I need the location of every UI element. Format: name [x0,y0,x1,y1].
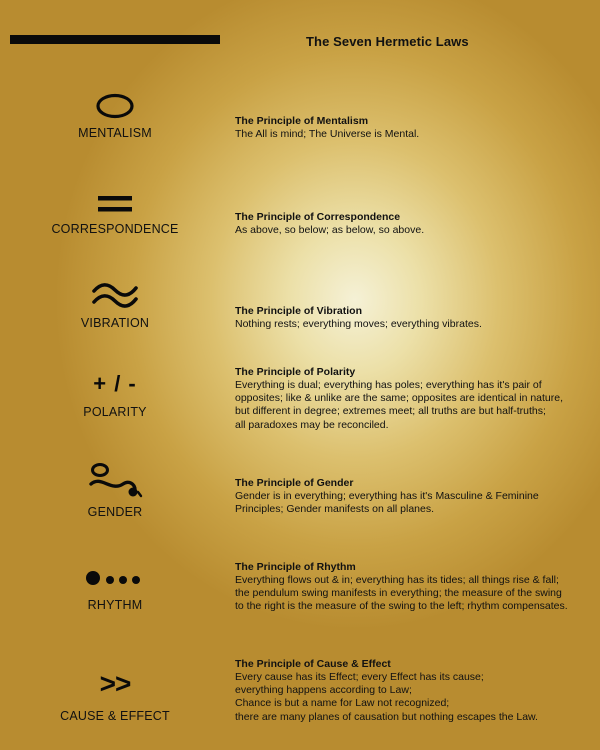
law-name: MENTALISM [78,126,152,140]
oval-icon [95,93,135,119]
law-name: CORRESPONDENCE [51,222,179,236]
gender-swirl-icon [87,462,143,498]
law-name: RHYTHM [87,598,143,612]
principle-description: Every cause has its Effect; every Effect has its cause; everything happens according to Law; Chance is but a name for Law not recognized; there are many planes of causation but nothing escapes the Law. [235,671,538,723]
principle-description: Everything flows out & in; everything has its tides; all things rise & fall; the pendulum swing manifests in everything; the measure of the swing to the right is the measure of the swing to the left; rhythm compensates. [235,574,568,613]
law-name: VIBRATION [80,316,150,330]
principle-description: Everything is dual; everything has poles; everything has it's pair of opposites; like & unlike are the same; opposites are identical in nature, but different in degree; extremes meet; all truths are but half-truths; all paradoxes may be reconciled. [235,379,564,431]
cause-effect-arrow-icon: >> [99,668,131,699]
principle-title: The Principle of Correspondence [235,211,401,223]
principle-description: Gender is in everything; everything has it's Masculine & Feminine Principles; Gender manifests on all planes. [235,490,539,516]
principle-description: Nothing rests; everything moves; everything vibrates. [235,318,482,330]
page-title: The Seven Hermetic Laws [306,34,469,49]
principle-title: The Principle of Vibration [235,305,362,317]
principle-title: The Principle of Mentalism [235,115,369,127]
principle-description: The All is mind; The Universe is Mental. [235,128,420,140]
law-name: GENDER [87,505,143,519]
rhythm-dots-icon [85,568,145,588]
law-name: POLARITY [83,405,147,419]
equals-icon [95,194,135,214]
wavy-approx-icon [91,282,139,308]
principle-title: The Principle of Polarity [235,366,356,378]
principle-title: The Principle of Gender [235,477,354,489]
law-name: CAUSE & EFFECT [60,709,170,723]
decorative-title-bar [10,35,220,44]
principle-title: The Principle of Rhythm [235,561,356,573]
principle-description: As above, so below; as below, so above. [235,224,425,236]
plus-slash-minus-icon: + / - [93,371,137,396]
principle-title: The Principle of Cause & Effect [235,658,391,670]
